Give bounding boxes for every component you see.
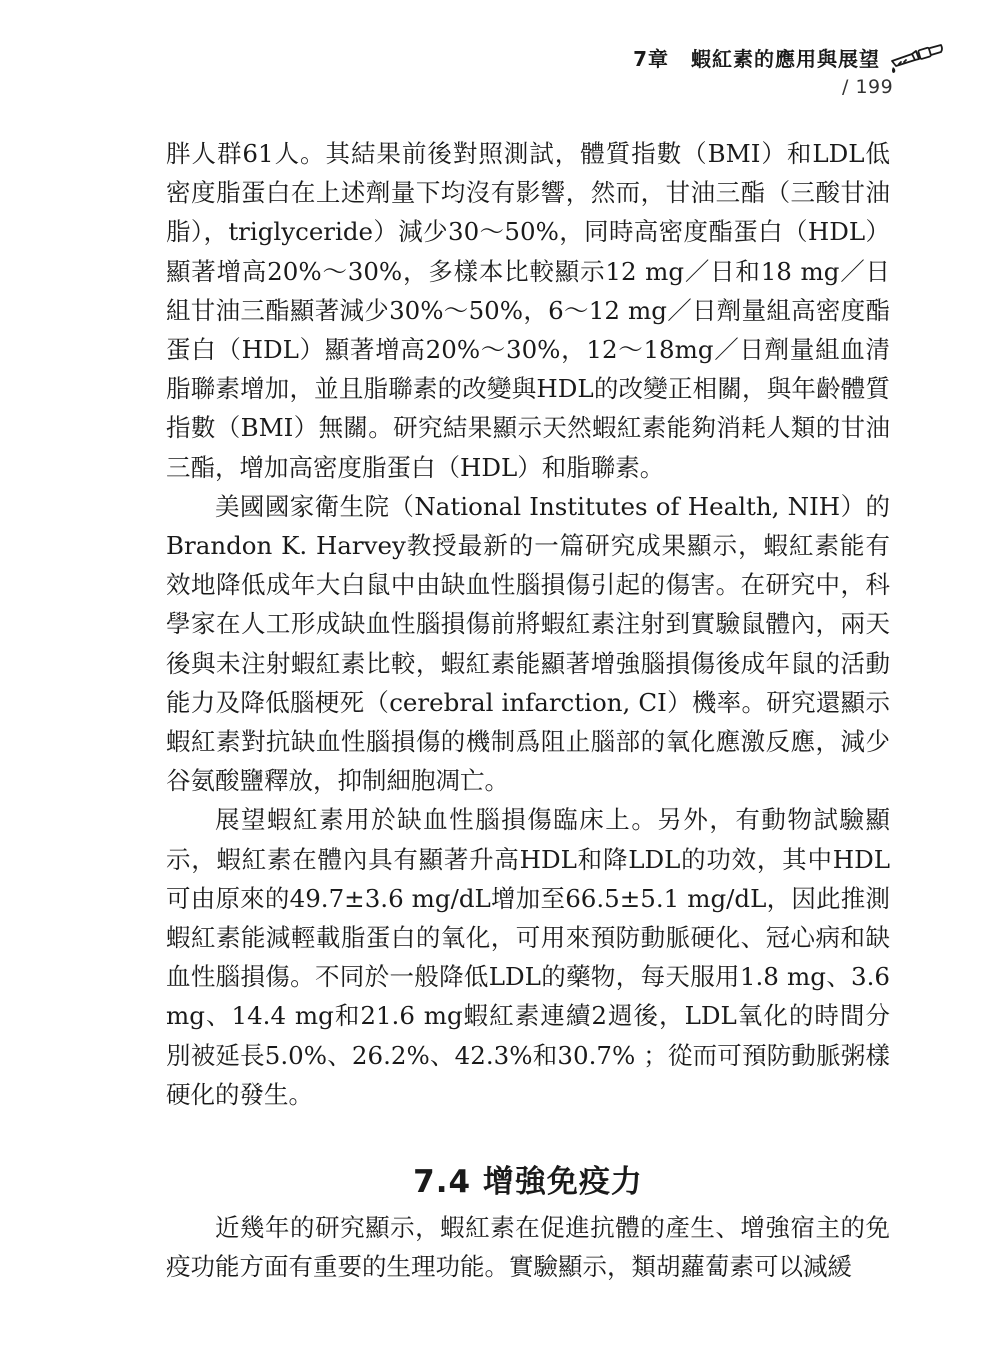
body-text xyxy=(166,134,890,1286)
chapter-number: 7章 xyxy=(633,46,669,71)
section-title: 7.4 增強免疫力 xyxy=(413,1164,643,1201)
paragraph-nih-study: 美國國家衛生院（National Institutes of Health, NIH）的Brandon K. Harvey教授最新的一篇研究成果顯示，蝦紅素能有效地降低成年大白鼠中由缺血性腦損傷引起的傷害。在研究中，科學家在人工形成缺血性腦損傷前將蝦紅素注射到實驗鼠體內，兩天後與未注射蝦紅素比較，蝦紅素能顯著增強腦損傷後成年鼠的活動能力及降低腦梗死（cerebral infarction, CI）機率。研究還顯示蝦紅素對抗缺血性腦損傷的機制爲阻止腦部的氧化應激反應，減少谷氨酸鹽釋放，抑制細胞凋亡。 xyxy=(166,491,890,796)
paragraph-immunity: 近幾年的研究顯示，蝦紅素在促進抗體的產生、增強宿主的免疫功能方面有重要的生理功能。實驗顯示，類胡蘿蔔素可以減緩 xyxy=(166,1213,890,1282)
chapter-title: 蝦紅素的應用與展望 xyxy=(691,46,880,71)
paragraph-continuation: 胖人群61人。其結果前後對照測試，體質指數（BMI）和LDL低密度脂蛋白在上述劑量下均沒有影響，然而，甘油三酯（三酸甘油脂），triglyceride）減少30～50%，同時高密度酯蛋白（HDL）顯著增高20%～30%，多樣本比較顯示12 mg／日和18 mg／日組甘油三酯顯著減少30%～50%，6～12 mg／日劑量組高密度酯蛋白（HDL）顯著增高20%～30%，12～18mg／日劑量組血清脂聯素增加，並且脂聯素的改變與HDL的改變正相關，與年齡體質指數（BMI）無關。研究結果顯示天然蝦紅素能夠消耗人類的甘油三酯，增加高密度脂蛋白（HDL）和脂聯素。 xyxy=(166,139,890,482)
page-number: / 199 xyxy=(842,76,894,98)
running-header xyxy=(633,40,944,74)
paragraph-hdl-ldl: 展望蝦紅素用於缺血性腦損傷臨床上。另外，有動物試驗顯示，蝦紅素在體內具有顯著升高HDL和降LDL的功效，其中HDL可由原來的49.7±3.6 mg/dL增加至66.5±5.1 mg/dL，因此推測蝦紅素能減輕載脂蛋白的氧化，可用來預防動脈硬化、冠心病和缺血性腦損傷。不同於一般降低LDL的藥物，每天服用1.8 mg、3.6 mg、14.4 mg和21.6 mg蝦紅素連續2週後，LDL氧化的時間分別被延長5.0%、26.2%、42.3%和30.7% ；從而可預防動脈粥樣硬化的發生。 xyxy=(166,805,890,1109)
dropper-icon xyxy=(890,40,944,74)
